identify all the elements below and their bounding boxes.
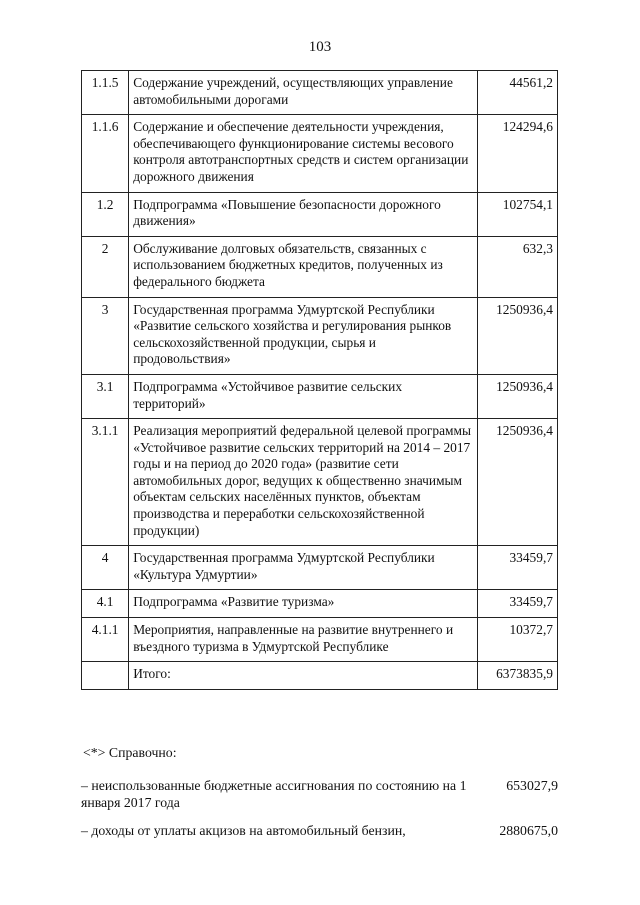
note-amount: 2880675,0 — [499, 823, 558, 838]
row-amount: 1250936,4 — [477, 374, 557, 418]
row-name: Подпрограмма «Развитие туризма» — [129, 590, 477, 618]
page-number: 103 — [308, 39, 332, 55]
row-number: 1.1.5 — [82, 71, 129, 115]
row-name: Реализация мероприятий федеральной целевой программы «Устойчивое развитие сельских территорий на 2014 – 2017 годы и на период до 2020 года» (развитие сети автомобильных дорог, ведущих к общественно значимым объектам сельских населённых пунктов, объектам производства и переработки сельскохозяйственной продукции) — [129, 419, 477, 546]
table-row — [82, 115, 558, 192]
table-row — [82, 192, 558, 236]
row-number: 4 — [82, 546, 129, 590]
row-amount: 33459,7 — [477, 546, 557, 590]
table-row — [82, 374, 558, 418]
row-name: Подпрограмма «Повышение безопасности дорожного движения» — [129, 192, 477, 236]
note-text: – доходы от уплаты акцизов на автомобильный бензин, — [81, 823, 406, 838]
row-number: 3 — [82, 297, 129, 374]
table-row — [82, 419, 558, 546]
table-row — [82, 297, 558, 374]
row-name: Содержание и обеспечение деятельности учреждения, обеспечивающего функционирование системы весового контроля автотранспортных средств и систем организации дорожного движения — [129, 115, 477, 192]
row-name: Государственная программа Удмуртской Республики «Культура Удмуртии» — [129, 546, 477, 590]
row-amount: 1250936,4 — [477, 297, 557, 374]
row-number: 4.1 — [82, 590, 129, 618]
row-amount: 124294,6 — [477, 115, 557, 192]
note-item — [81, 822, 558, 839]
note-item — [81, 777, 558, 811]
row-name: Государственная программа Удмуртской Республики «Развитие сельского хозяйства и регулирования рынков сельскохозяйственной продукции, сырья и продовольствия» — [129, 297, 477, 374]
row-number — [82, 662, 129, 690]
note-label: <*> Справочно: — [83, 745, 177, 760]
row-number: 2 — [82, 236, 129, 297]
row-number: 1.2 — [82, 192, 129, 236]
row-name: Подпрограмма «Устойчивое развитие сельских территорий» — [129, 374, 477, 418]
row-name: Мероприятия, направленные на развитие внутреннего и въездного туризма в Удмуртской Республике — [129, 618, 477, 662]
note-text: – неиспользованные бюджетные ассигнования по состоянию на 1 января 2017 года — [81, 778, 467, 810]
row-amount: 632,3 — [477, 236, 557, 297]
total-row — [82, 662, 558, 690]
table-row — [82, 618, 558, 662]
row-amount: 1250936,4 — [477, 419, 557, 546]
row-amount: 44561,2 — [477, 71, 557, 115]
row-number: 4.1.1 — [82, 618, 129, 662]
table-row — [82, 546, 558, 590]
row-amount: 102754,1 — [477, 192, 557, 236]
total-label: Итого: — [129, 662, 477, 690]
row-amount: 10372,7 — [477, 618, 557, 662]
row-name: Обслуживание долговых обязательств, связанных с использованием бюджетных кредитов, полученных из федерального бюджета — [129, 236, 477, 297]
row-amount: 33459,7 — [477, 590, 557, 618]
budget-table — [81, 70, 558, 690]
note-amount: 653027,9 — [506, 778, 558, 793]
table-row — [82, 590, 558, 618]
row-number: 3.1 — [82, 374, 129, 418]
row-name: Содержание учреждений, осуществляющих управление автомобильными дорогами — [129, 71, 477, 115]
row-number: 3.1.1 — [82, 419, 129, 546]
table-row — [82, 236, 558, 297]
total-amount: 6373835,9 — [477, 662, 557, 690]
table-row — [82, 71, 558, 115]
row-number: 1.1.6 — [82, 115, 129, 192]
